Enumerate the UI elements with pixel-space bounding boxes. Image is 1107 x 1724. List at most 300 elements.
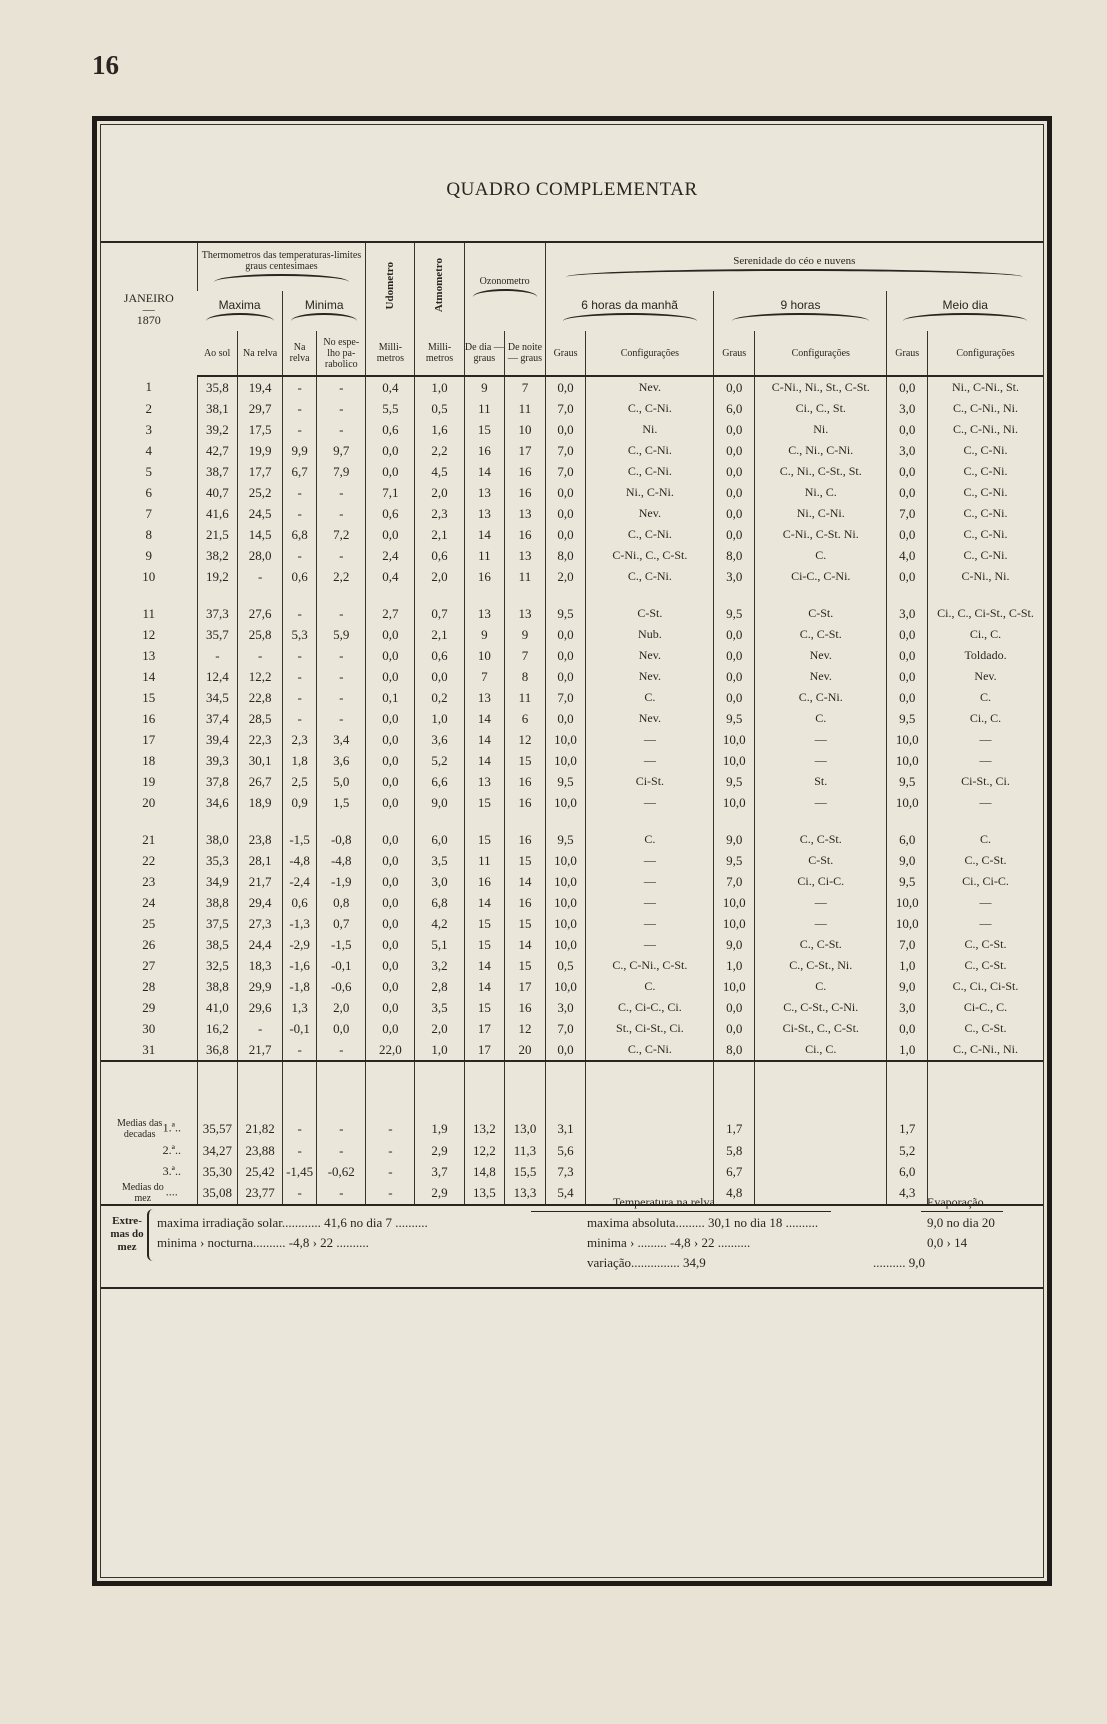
cell-config-9h: C., C-St., C-Ni. <box>755 997 887 1018</box>
cell-espelho: 0,0 <box>317 1018 366 1039</box>
cell-ozone-day: 14 <box>464 524 505 545</box>
cell-ozone-night: 15 <box>505 955 546 976</box>
gap-cell <box>928 813 1043 829</box>
cell-udometer: 0,0 <box>366 771 415 792</box>
cell-min-relva: - <box>283 666 317 687</box>
cell-ozone-night: 11 <box>505 566 546 587</box>
cell-graus-midday: 0,0 <box>887 482 928 503</box>
cell-ozone-day: 14 <box>464 892 505 913</box>
cell-day: 25 <box>142 915 156 931</box>
ozonometer-label: Ozonometro <box>479 275 530 287</box>
cell-ozone-day: 11 <box>464 850 505 871</box>
cell-ozone-night: 14 <box>505 871 546 892</box>
cell-config-9h: Nev. <box>755 645 887 666</box>
cell-graus-6h: 10,0 <box>545 792 586 813</box>
gap-cell <box>101 587 197 603</box>
cell-graus-midday: 9,0 <box>887 976 928 997</box>
means-cell-na-relva: 23,77 <box>238 1182 283 1205</box>
cell-na-relva: 25,2 <box>238 482 283 503</box>
cell-atmometer: 4,2 <box>415 913 464 934</box>
cell-config-midday: C., C-Ni. <box>928 524 1043 545</box>
na-relva-header: Na relva <box>238 331 283 376</box>
means-period: 2.ª.. <box>162 1143 181 1157</box>
cell-min-relva: - <box>283 398 317 419</box>
means-cell-graus-midday: 6,0 <box>887 1161 928 1182</box>
cell-ozone-day: 14 <box>464 461 505 482</box>
cell-config-midday: — <box>928 729 1043 750</box>
cell-graus-midday: 10,0 <box>887 892 928 913</box>
cell-na-relva: 27,6 <box>238 603 283 624</box>
cell-config-6h: Nub. <box>586 624 714 645</box>
cell-ozone-night: 16 <box>505 461 546 482</box>
cell-config-9h: C., C-St. <box>755 829 887 850</box>
brace <box>563 313 697 321</box>
espelho-header: No espe- lho pa- rabolico <box>317 331 366 376</box>
cell-espelho: -0,6 <box>317 976 366 997</box>
table-row <box>101 892 1043 913</box>
cell-ao-sol: - <box>197 645 238 666</box>
cell-config-midday: C., C-Ni., Ni. <box>928 419 1043 440</box>
cell-ozone-day: 14 <box>464 729 505 750</box>
atmometer-header <box>415 242 464 331</box>
means-cell-min-relva: - <box>283 1182 317 1205</box>
cell-graus-midday: 0,0 <box>887 624 928 645</box>
udometer-label: Udometro <box>383 261 396 310</box>
spacer-cell <box>586 1061 714 1118</box>
evaporation-rule <box>921 1211 1003 1212</box>
cell-day: 11 <box>142 605 156 621</box>
cell-config-midday: C., C-Ni. <box>928 545 1043 566</box>
cell-atmometer: 0,0 <box>415 666 464 687</box>
means-row <box>101 1118 1043 1140</box>
cell-min-relva: - <box>283 482 317 503</box>
cell-ozone-night: 14 <box>505 934 546 955</box>
means-cell-config-9h <box>755 1161 887 1182</box>
cell-udometer: 0,6 <box>366 503 415 524</box>
cell-graus-9h: 0,0 <box>714 461 755 482</box>
cell-na-relva: 30,1 <box>238 750 283 771</box>
cell-ao-sol: 40,7 <box>197 482 238 503</box>
cell-espelho: 0,8 <box>317 892 366 913</box>
month-dash: — <box>142 302 155 316</box>
cell-min-relva: 2,3 <box>283 729 317 750</box>
cell-atmometer: 3,5 <box>415 850 464 871</box>
cell-ozone-day: 14 <box>464 976 505 997</box>
gap-cell <box>887 813 928 829</box>
cell-ozone-night: 17 <box>505 440 546 461</box>
cell-graus-6h: 10,0 <box>545 913 586 934</box>
cell-ozone-day: 11 <box>464 545 505 566</box>
cell-atmometer: 2,3 <box>415 503 464 524</box>
cell-atmometer: 4,5 <box>415 461 464 482</box>
cell-espelho: - <box>317 419 366 440</box>
cell-graus-midday: 9,5 <box>887 771 928 792</box>
cell-config-9h: Nev. <box>755 666 887 687</box>
cell-config-9h: — <box>755 792 887 813</box>
cell-min-relva: -0,1 <box>283 1018 317 1039</box>
cell-atmometer: 2,1 <box>415 524 464 545</box>
cell-ozone-night: 9 <box>505 624 546 645</box>
cell-espelho: -0,1 <box>317 955 366 976</box>
thermometers-header <box>197 242 366 291</box>
cell-ozone-night: 8 <box>505 666 546 687</box>
cell-graus-midday: 0,0 <box>887 461 928 482</box>
cell-ao-sol: 12,4 <box>197 666 238 687</box>
cell-config-9h: C., Ni., C-Ni. <box>755 440 887 461</box>
cell-min-relva: - <box>283 376 317 398</box>
cell-config-6h: C., C-Ni. <box>586 461 714 482</box>
table-row <box>101 708 1043 729</box>
cell-na-relva: 14,5 <box>238 524 283 545</box>
cell-ozone-day: 9 <box>464 624 505 645</box>
cell-ozone-night: 12 <box>505 729 546 750</box>
means-cell-graus-midday: 1,7 <box>887 1118 928 1140</box>
cell-ozone-night: 16 <box>505 482 546 503</box>
cell-graus-6h: 10,0 <box>545 892 586 913</box>
cell-ozone-night: 16 <box>505 524 546 545</box>
cell-graus-9h: 10,0 <box>714 913 755 934</box>
cell-day: 14 <box>142 668 156 684</box>
means-cell-ozone-day: 12,2 <box>464 1140 505 1161</box>
cell-graus-midday: 10,0 <box>887 729 928 750</box>
cell-graus-midday: 1,0 <box>887 955 928 976</box>
cell-graus-9h: 9,0 <box>714 934 755 955</box>
evap-min: 0,0 › 14 <box>927 1235 968 1250</box>
table-row <box>101 976 1043 997</box>
gap-cell <box>101 813 197 829</box>
cell-ozone-night: 16 <box>505 829 546 850</box>
cell-day: 5 <box>145 463 153 479</box>
table-row <box>101 524 1043 545</box>
means-cell-ao-sol: 35,08 <box>197 1182 238 1205</box>
cell-atmometer: 3,5 <box>415 997 464 1018</box>
cell-na-relva: 23,8 <box>238 829 283 850</box>
cell-graus-9h: 0,0 <box>714 524 755 545</box>
month-label: JANEIRO <box>123 291 174 305</box>
cell-espelho: -4,8 <box>317 850 366 871</box>
cell-ao-sol: 42,7 <box>197 440 238 461</box>
cell-udometer: 0,0 <box>366 871 415 892</box>
means-cell-na-relva: 25,42 <box>238 1161 283 1182</box>
maxima-header <box>197 291 282 331</box>
cell-config-midday: C., C-St. <box>928 1018 1043 1039</box>
cell-config-midday: C., C-Ni., Ni. <box>928 1039 1043 1061</box>
cell-graus-midday: 0,0 <box>887 419 928 440</box>
cell-udometer: 0,0 <box>366 666 415 687</box>
cell-ao-sol: 38,2 <box>197 545 238 566</box>
cell-ao-sol: 37,5 <box>197 913 238 934</box>
cell-min-relva: - <box>283 708 317 729</box>
spacer-cell <box>317 1061 366 1118</box>
cell-na-relva: - <box>238 645 283 666</box>
cell-graus-6h: 0,0 <box>545 1039 586 1061</box>
cell-graus-midday: 7,0 <box>887 934 928 955</box>
cell-config-midday: — <box>928 792 1043 813</box>
table-header <box>101 242 1043 376</box>
cell-atmometer: 1,0 <box>415 376 464 398</box>
cell-config-midday: — <box>928 892 1043 913</box>
cell-graus-9h: 7,0 <box>714 871 755 892</box>
cell-graus-6h: 0,0 <box>545 708 586 729</box>
cell-config-6h: Nev. <box>586 376 714 398</box>
gap-row <box>101 813 1043 829</box>
cell-config-6h: Ci-St. <box>586 771 714 792</box>
cell-day: 3 <box>145 421 153 437</box>
cell-ozone-night: 13 <box>505 603 546 624</box>
cell-config-9h: Ci-St., C., C-St. <box>755 1018 887 1039</box>
cell-config-9h: Ni., C. <box>755 482 887 503</box>
spacer-cell <box>928 1061 1043 1118</box>
cell-graus-9h: 10,0 <box>714 729 755 750</box>
cell-ao-sol: 41,6 <box>197 503 238 524</box>
means-cell-ao-sol: 34,27 <box>197 1140 238 1161</box>
cell-config-6h: C., C-Ni. <box>586 1039 714 1061</box>
cell-config-9h: — <box>755 892 887 913</box>
cell-config-midday: C., C-Ni., Ni. <box>928 398 1043 419</box>
means-cell-graus-midday: 5,2 <box>887 1140 928 1161</box>
cell-day: 10 <box>142 568 156 584</box>
cell-udometer: 0,0 <box>366 708 415 729</box>
cell-ao-sol: 34,9 <box>197 871 238 892</box>
cell-udometer: 0,0 <box>366 750 415 771</box>
cell-graus-midday: 0,0 <box>887 687 928 708</box>
cell-ozone-day: 17 <box>464 1039 505 1061</box>
extreme-line-max: maxima irradiação solar............ 41,6 no dia 7 .......... <box>157 1215 428 1230</box>
cell-graus-9h: 9,5 <box>714 708 755 729</box>
cell-min-relva: -1,5 <box>283 829 317 850</box>
cell-config-9h: C., C-St. <box>755 624 887 645</box>
cell-graus-6h: 8,0 <box>545 545 586 566</box>
cell-ozone-day: 13 <box>464 687 505 708</box>
graus-midday-header: Graus <box>887 331 928 376</box>
six-hours-header <box>545 291 714 331</box>
means-cell-day <box>101 1161 197 1182</box>
cell-ozone-night: 6 <box>505 708 546 729</box>
cell-udometer: 0,0 <box>366 440 415 461</box>
cell-ozone-day: 14 <box>464 708 505 729</box>
table-row <box>101 566 1043 587</box>
extremes-brace <box>147 1209 155 1261</box>
cell-atmometer: 1,0 <box>415 1039 464 1061</box>
cell-graus-6h: 7,0 <box>545 440 586 461</box>
cell-config-6h: C. <box>586 687 714 708</box>
cell-udometer: 0,0 <box>366 829 415 850</box>
cell-graus-6h: 0,0 <box>545 503 586 524</box>
cell-espelho: 3,4 <box>317 729 366 750</box>
table-row <box>101 913 1043 934</box>
table-row <box>101 376 1043 398</box>
cell-graus-6h: 0,5 <box>545 955 586 976</box>
evap-max: 9,0 no dia 20 <box>927 1215 995 1230</box>
bottom-rule <box>101 1287 1043 1289</box>
cell-ao-sol: 37,3 <box>197 603 238 624</box>
cell-day: 30 <box>142 1020 156 1036</box>
ozone-night-header: De noite — graus <box>505 331 546 376</box>
spacer-cell <box>464 1061 505 1118</box>
cell-graus-6h: 0,0 <box>545 645 586 666</box>
cell-espelho: 5,0 <box>317 771 366 792</box>
cell-day: 23 <box>142 873 156 889</box>
cell-espelho: - <box>317 708 366 729</box>
cell-day: 21 <box>142 831 156 847</box>
table-row <box>101 440 1043 461</box>
cell-ao-sol: 16,2 <box>197 1018 238 1039</box>
cell-config-midday: C-Ni., Ni. <box>928 566 1043 587</box>
gap-cell <box>505 587 546 603</box>
cell-espelho: - <box>317 687 366 708</box>
cell-min-relva: - <box>283 503 317 524</box>
cell-graus-9h: 0,0 <box>714 419 755 440</box>
table-row <box>101 398 1043 419</box>
cell-atmometer: 3,0 <box>415 871 464 892</box>
cell-udometer: 0,0 <box>366 850 415 871</box>
means-cell-config-6h <box>586 1161 714 1182</box>
cell-config-midday: Toldado. <box>928 645 1043 666</box>
cell-config-midday: C., Ci., Ci-St. <box>928 976 1043 997</box>
cell-ozone-day: 11 <box>464 398 505 419</box>
atmometer-label: Atmometro <box>433 258 446 313</box>
minima-header <box>283 291 366 331</box>
cell-ozone-night: 11 <box>505 687 546 708</box>
cell-graus-midday: 1,0 <box>887 1039 928 1061</box>
cell-espelho: 2,0 <box>317 997 366 1018</box>
nine-hours-header <box>714 291 887 331</box>
cell-day: 16 <box>142 710 156 726</box>
cell-graus-9h: 0,0 <box>714 687 755 708</box>
cell-udometer: 0,1 <box>366 687 415 708</box>
cell-min-relva: -4,8 <box>283 850 317 871</box>
cell-min-relva: 0,9 <box>283 792 317 813</box>
means-cell-min-relva: - <box>283 1118 317 1140</box>
table-row <box>101 871 1043 892</box>
serenity-header <box>545 242 1043 291</box>
cell-espelho: 0,7 <box>317 913 366 934</box>
cell-day: 13 <box>142 647 156 663</box>
cell-udometer: 0,0 <box>366 645 415 666</box>
cell-graus-9h: 0,0 <box>714 624 755 645</box>
table-row <box>101 955 1043 976</box>
cell-espelho: 1,5 <box>317 792 366 813</box>
cell-graus-9h: 1,0 <box>714 955 755 976</box>
cell-udometer: 0,0 <box>366 792 415 813</box>
cell-espelho: - <box>317 1039 366 1061</box>
means-cell-udometer: - <box>366 1140 415 1161</box>
cell-config-midday: Nev. <box>928 666 1043 687</box>
cell-ao-sol: 39,4 <box>197 729 238 750</box>
cell-config-9h: C., C-St., Ni. <box>755 955 887 976</box>
cell-ozone-day: 17 <box>464 1018 505 1039</box>
temp-relva-header: Temperatura na relva <box>613 1195 715 1209</box>
cell-atmometer: 0,2 <box>415 687 464 708</box>
cell-config-9h: Ci-C., C-Ni. <box>755 566 887 587</box>
cell-udometer: 0,0 <box>366 955 415 976</box>
cell-graus-9h: 0,0 <box>714 503 755 524</box>
relva-max: maxima absoluta......... 30,1 no dia 18 .......... <box>587 1215 819 1230</box>
cell-graus-6h: 0,0 <box>545 524 586 545</box>
cell-min-relva: - <box>283 687 317 708</box>
spacer-cell <box>415 1061 464 1118</box>
cell-config-midday: Ci., Ci-C. <box>928 871 1043 892</box>
cell-na-relva: 18,9 <box>238 792 283 813</box>
cell-config-6h: C. <box>586 829 714 850</box>
brace <box>291 313 357 321</box>
cell-graus-9h: 0,0 <box>714 1018 755 1039</box>
cell-graus-6h: 10,0 <box>545 850 586 871</box>
cell-config-6h: Nev. <box>586 666 714 687</box>
table-row <box>101 666 1043 687</box>
cell-graus-6h: 7,0 <box>545 398 586 419</box>
means-cell-ozone-day: 13,5 <box>464 1182 505 1205</box>
means-cell-graus-9h: 5,8 <box>714 1140 755 1161</box>
cell-graus-6h: 7,0 <box>545 687 586 708</box>
means-cell-ozone-night: 15,5 <box>505 1161 546 1182</box>
cell-config-6h: — <box>586 850 714 871</box>
cell-config-midday: — <box>928 913 1043 934</box>
table-row <box>101 624 1043 645</box>
cell-graus-9h: 6,0 <box>714 398 755 419</box>
means-cell-config-midday <box>928 1118 1043 1140</box>
cell-ao-sol: 35,8 <box>197 376 238 398</box>
cell-config-9h: C-Ni., Ni., St., C-St. <box>755 376 887 398</box>
cell-graus-6h: 9,5 <box>545 771 586 792</box>
cell-espelho: - <box>317 376 366 398</box>
cell-na-relva: 19,9 <box>238 440 283 461</box>
cell-ao-sol: 32,5 <box>197 955 238 976</box>
cell-min-relva: 6,8 <box>283 524 317 545</box>
spacer-cell <box>366 1061 415 1118</box>
spacer-cell <box>755 1061 887 1118</box>
cell-config-6h: — <box>586 792 714 813</box>
spacer-row <box>101 1061 1043 1118</box>
cell-espelho: - <box>317 603 366 624</box>
cell-graus-midday: 6,0 <box>887 829 928 850</box>
gap-cell <box>317 813 366 829</box>
midday-header <box>887 291 1043 331</box>
cell-espelho: - <box>317 398 366 419</box>
cell-day: 31 <box>101 1039 197 1061</box>
means-cell-ozone-night: 11,3 <box>505 1140 546 1161</box>
gap-cell <box>464 813 505 829</box>
means-period: 1.ª.. <box>162 1120 181 1135</box>
cell-graus-midday: 0,0 <box>887 666 928 687</box>
means-cell-ao-sol: 35,57 <box>197 1118 238 1140</box>
cell-graus-9h: 8,0 <box>714 545 755 566</box>
cell-config-6h: C., Ci-C., Ci. <box>586 997 714 1018</box>
cell-na-relva: 26,7 <box>238 771 283 792</box>
cell-espelho: - <box>317 503 366 524</box>
nine-hours-label: 9 horas <box>780 297 821 312</box>
cell-ao-sol: 38,8 <box>197 892 238 913</box>
cell-min-relva: -2,9 <box>283 934 317 955</box>
cell-atmometer: 2,0 <box>415 566 464 587</box>
cell-config-midday: C., C-St. <box>928 850 1043 871</box>
udometer-unit-header: Milli- metros <box>366 331 415 376</box>
cell-config-midday: Ci., C. <box>928 624 1043 645</box>
cell-ozone-day: 16 <box>464 440 505 461</box>
table-row <box>101 771 1043 792</box>
relva-min: minima › ......... -4,8 › 22 .......... <box>587 1235 751 1250</box>
cell-ozone-night: 16 <box>505 792 546 813</box>
means-cell-graus-6h: 7,3 <box>545 1161 586 1182</box>
cell-graus-6h: 3,0 <box>545 997 586 1018</box>
cell-ao-sol: 38,0 <box>197 829 238 850</box>
means-row <box>101 1140 1043 1161</box>
means-cell-espelho: - <box>317 1182 366 1205</box>
cell-espelho: -0,8 <box>317 829 366 850</box>
cell-config-6h: C., C-Ni. <box>586 398 714 419</box>
cell-ao-sol: 36,8 <box>197 1039 238 1061</box>
na-relva-min-header: Na relva <box>283 331 317 376</box>
